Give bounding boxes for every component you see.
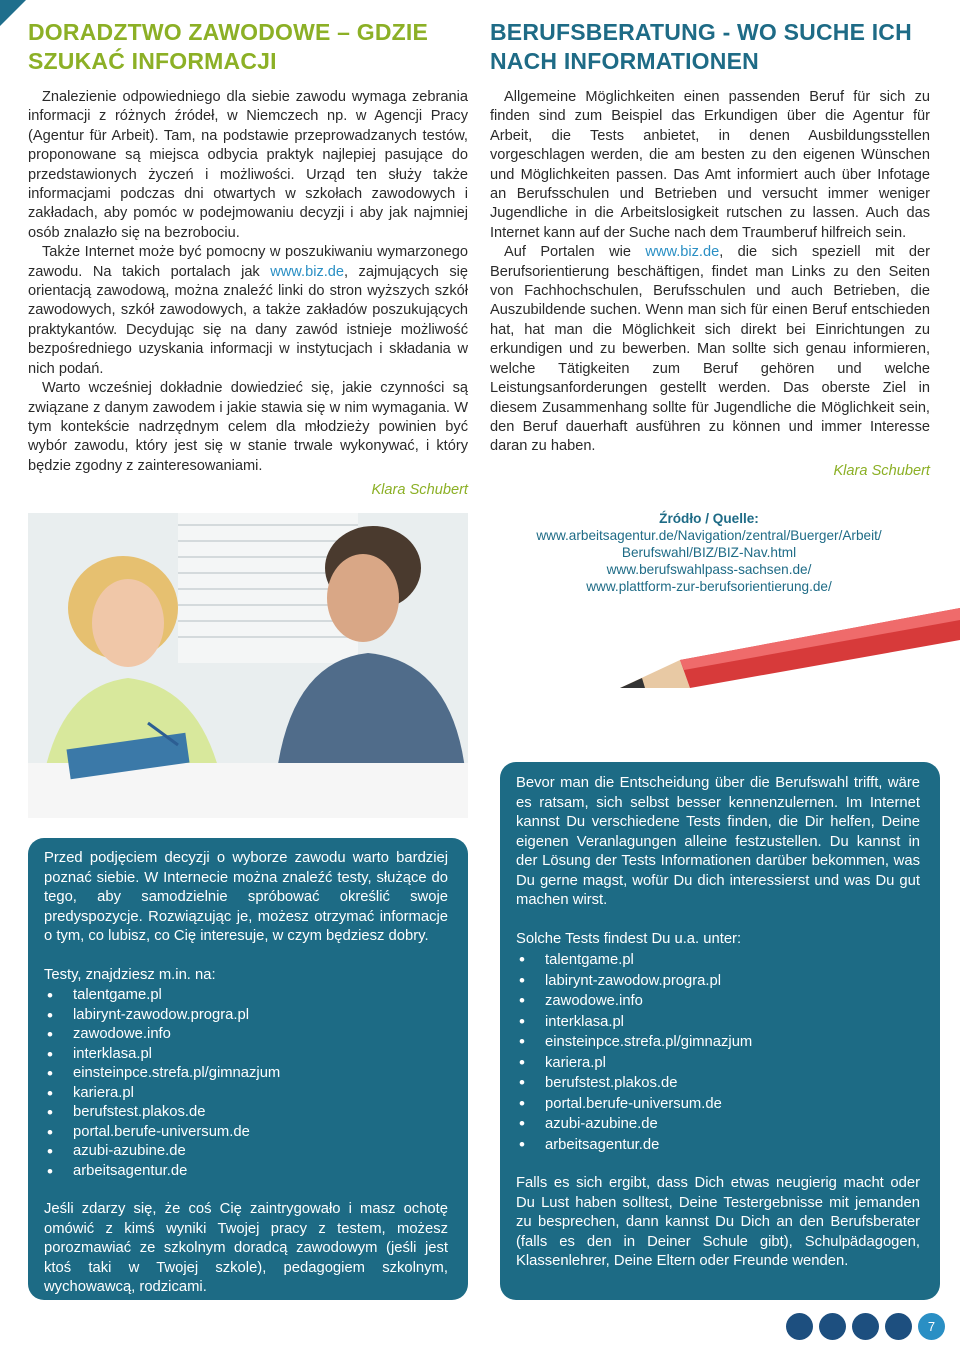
- decor-dot: [786, 1313, 813, 1340]
- tests-box-german: [500, 762, 940, 1300]
- list-item[interactable]: • arbeitsagentur.de: [516, 1135, 920, 1156]
- corner-decoration: [0, 0, 26, 26]
- article-german: [490, 18, 930, 479]
- box-list-title: Testy, znajdziesz m.in. na:: [44, 966, 216, 983]
- list-item[interactable]: • interklasa.pl: [516, 1012, 920, 1033]
- paragraph: [490, 243, 930, 456]
- article-body-german: [490, 88, 930, 457]
- heading-polish: DORADZTWO ZAWODOWE – GDZIE SZUKAĆ INFORMACJI: [28, 19, 429, 74]
- list-item[interactable]: • talentgame.pl: [44, 986, 448, 1006]
- text: , zajmujących się orientacją zawodową, można znaleźć linki do stron wyższych szkół zawodowych, szkół zawodowych, a także zakładów poszukujących praktykantów. Decydując się na dany zawód istnieje możliwość bezpośredniego uzyskania informacji w instytucjach i składania w nich podań.: [28, 263, 468, 377]
- biz-link[interactable]: www.biz.de: [645, 244, 720, 261]
- list-item[interactable]: • portal.berufe-universum.de: [516, 1094, 920, 1115]
- list-item[interactable]: • portal.berufe-universum.de: [44, 1123, 448, 1143]
- page-number: 7: [918, 1313, 945, 1340]
- list-item[interactable]: • azubi-azubine.de: [516, 1114, 920, 1135]
- article-body-polish: [28, 88, 468, 476]
- tests-box-polish: [28, 838, 468, 1300]
- list-item[interactable]: • labirynt-zawodow.progra.pl: [44, 1006, 448, 1026]
- list-item[interactable]: • labirynt-zawodow.progra.pl: [516, 971, 920, 992]
- decor-dot: [852, 1313, 879, 1340]
- list-item[interactable]: • zawodowe.info: [44, 1025, 448, 1045]
- box-intro: Bevor man die Entscheidung über die Berufswahl trifft, wäre es ratsam, sich selbst besser kennenzulernen. Im Internet kannst Du verschiedene Tests finden, die Dir helfen, Deine eigenen Veranlagungen alleine festzustellen. Du kannst in der Lösung der Tests Informationen darüber bekommen, was Du gerne magst, wofür Du dich interessierst und was Du gut machen wirst.: [516, 775, 920, 908]
- source-link[interactable]: www.plattform-zur-berufsorientierung.de/: [586, 579, 832, 594]
- box-outro: Jeśli zdarzy się, że coś Cię zaintrygowało i masz ochotę omówić z kimś wyniki Twojej pracy z testem, możesz porozmawiać ze szkolnym doradcą zawodowym (jeśli jest ktoś taki w Twojej szkole), pedagogiem szkolnym, wychowawcą, rodzicami.: [44, 1201, 448, 1295]
- author: Klara Schubert: [833, 462, 930, 479]
- biz-link[interactable]: www.biz.de: [270, 263, 345, 280]
- list-item[interactable]: • kariera.pl: [44, 1084, 448, 1104]
- list-item[interactable]: • interklasa.pl: [44, 1045, 448, 1065]
- list-item[interactable]: • berufstest.plakos.de: [44, 1103, 448, 1123]
- sources: [500, 510, 918, 595]
- decor-dot: [885, 1313, 912, 1340]
- list-item[interactable]: • talentgame.pl: [516, 950, 920, 971]
- decor-dot: [819, 1313, 846, 1340]
- text: Także Internet może być pomocny w poszukiwaniu wymarzonego zawodu. Na takich portalach jak: [28, 244, 468, 280]
- author: Klara Schubert: [371, 482, 468, 499]
- paragraph: Allgemeine Möglichkeiten einen passenden Beruf für sich zu finden sind zum Beispiel das Erkundigen über die Agentur für Arbeit, die Tests anbietet, in denen Ausbildungsstellen vorgeschlagen werden, die am besten zu den eigenen Wünschen und Möglichkeiten passen. Das Amt informiert auch über Infotage an Berufsschulen und Betrieben und versucht immer weniger Jugendliche in die Arbeitslosigkeit rutschen zu lassen. Auch das Internet kann auf der Suche nach dem Traumberuf hilfreich sein.: [490, 89, 930, 241]
- test-sites-list: [516, 950, 920, 1155]
- box-list-title: Solche Tests findest Du u.a. unter:: [516, 930, 742, 947]
- text: Auf Portalen wie: [504, 244, 646, 261]
- list-item[interactable]: • einsteinpce.strefa.pl/gimnazjum: [516, 1032, 920, 1053]
- sources-title: Źródło / Quelle:: [659, 511, 759, 526]
- source-link[interactable]: www.arbeitsagentur.de/Navigation/zentral/Buerger/Arbeit/: [536, 528, 882, 543]
- paragraph: Znalezienie odpowiedniego dla siebie zawodu wymaga zebrania informacji z różnych źródeł, w Niemczech np. w Agencji Pracy (Agentur für Arbeit). Tam, na podstawie przeprowadzanych testów, proponowane są miejsca odbycia praktyk najlepiej pasujące do przedstawionych życzeń i możliwości. Urząd ten służy także informacjami podczas dni otwartych w szkołach zawodowych i zakładach, aby pomóc w podejmowaniu decyzji i aby jak najmniej osób znalazło się na bezrobociu.: [28, 89, 468, 241]
- box-outro: Falls es sich ergibt, dass Dich etwas neugierig macht oder Du Lust haben solltest, Deine Testergebnisse mit jemanden zu besprechen, dann kannst Du Dich an den Berufsberater (falls es den in Deiner Schule gibt), Schulpädagogen, Klassenlehrer, Deine Eltern oder Freunde wenden.: [516, 1175, 920, 1269]
- paragraph: Warto wcześniej dokładnie dowiedzieć się, jakie czynności są związane z danym zawodem i jakie stawia się w nim wymagania. W tym kontekście nadrzędnym celem dla młodzieży powinien być wybór zawodu, który jest się w stanie trwale wykonywać, i który będzie zgodny z zainteresowaniami.: [28, 380, 468, 474]
- pencil-illustration: [620, 600, 960, 750]
- paragraph: [28, 243, 468, 379]
- list-item[interactable]: • azubi-azubine.de: [44, 1142, 448, 1162]
- box-intro: Przed podjęciem decyzji o wyborze zawodu warto bardziej poznać siebie. W Internecie można znaleźć testy, służące do tego, aby samodzielnie spróbować określić swoje predyspozycje. Rozwiązując je, możesz otrzymać informacje o tym, co lubisz, co Cię interesuje, w czym będziesz dobry.: [44, 850, 448, 944]
- test-sites-list: [44, 986, 448, 1181]
- article-polish: [28, 18, 468, 498]
- list-item[interactable]: • berufstest.plakos.de: [516, 1073, 920, 1094]
- source-link[interactable]: Berufswahl/BIZ/BIZ-Nav.html: [621, 545, 797, 560]
- list-item[interactable]: • einsteinpce.strefa.pl/gimnazjum: [44, 1064, 448, 1084]
- list-item[interactable]: • zawodowe.info: [516, 991, 920, 1012]
- list-item[interactable]: • arbeitsagentur.de: [44, 1162, 448, 1182]
- text: , die sich speziell mit der Berufsorientierung beschäftigen, findet man Links zu den Seiten von Fachhochschulen, Berufsschulen und auch Betrieben, die Auszubildende suchen. Wenn man sich für einen Beruf entschieden hat, hat man die Möglichkeit sich direkt bei Einrichtungen zu erkundigen und zu bewerben. Man sollte sich genau informieren, welche Tätigkeiten zum Beruf gehören und welche Leistungsanforderungen gestellt werden. Das oberste Ziel in diesem Zusammenhang sollte für Jugendliche die Möglichkeit sein, den Beruf dauerhaft ausführen zu können und immer Interesse daran zu haben.: [490, 244, 930, 455]
- page-footer: [786, 1313, 945, 1341]
- counseling-photo: [28, 513, 468, 818]
- source-link[interactable]: www.berufswahlpass-sachsen.de/: [606, 562, 812, 577]
- list-item[interactable]: • kariera.pl: [516, 1053, 920, 1074]
- heading-german: BERUFSBERATUNG - WO SUCHE ICH NACH INFORMATIONEN: [490, 19, 912, 74]
